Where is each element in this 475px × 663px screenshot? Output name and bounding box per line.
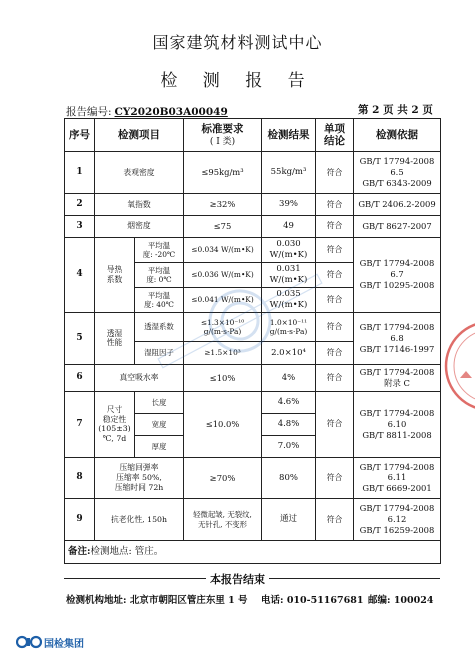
test-item: 压缩回弹率 压缩率 50%, 压缩时间 72h — [95, 457, 184, 499]
basis: GB/T 17794-2008 6.12 GB/T 16259-2008 — [354, 499, 441, 541]
test-item: 氧指数 — [95, 194, 184, 216]
report-number-label: 报告编号: — [66, 106, 112, 118]
watermark — [140, 266, 340, 376]
header-requirement: 标准要求 ( I 类) — [184, 119, 262, 152]
table-row — [65, 457, 441, 499]
report-number — [66, 104, 228, 119]
requirement: ≤0.036 W/(m•K) — [184, 262, 262, 287]
row-number: 4 — [65, 237, 95, 312]
basis: GB/T 17794-2008 附录 C — [354, 364, 441, 391]
brand-name: 国检集团 — [44, 639, 84, 650]
basis: GB/T 8627-2007 — [354, 215, 441, 237]
conclusion: 符合 — [316, 152, 354, 194]
sub-item: 透湿系数 — [135, 312, 184, 341]
test-item: 透湿 性能 — [95, 312, 135, 364]
note-row — [65, 540, 441, 563]
basis: GB/T 17794-2008 6.10 GB/T 8811-2008 — [354, 391, 441, 457]
row-number: 1 — [65, 152, 95, 194]
result: 0.030 W/(m•K) — [262, 237, 316, 262]
remarks-text: 检测地点: 管庄。 — [90, 546, 164, 558]
table-row — [65, 152, 441, 194]
row-number: 5 — [65, 312, 95, 364]
test-item: 表观密度 — [95, 152, 184, 194]
conclusion: 符合 — [316, 457, 354, 499]
conclusion: 符合 — [316, 215, 354, 237]
basis: GB/T 17794-2008 6.5 GB/T 6343-2009 — [354, 152, 441, 194]
table-header-row — [65, 119, 441, 152]
conclusion: 符合 — [316, 237, 354, 262]
result: 1.0×10⁻¹¹ g/(m·s·Pa) — [262, 312, 316, 341]
result: 2.0×10⁴ — [262, 341, 316, 364]
test-item: 烟密度 — [95, 215, 184, 237]
requirement: ≥70% — [184, 457, 262, 499]
requirement: ≤95kg/m³ — [184, 152, 262, 194]
requirement: ≤0.034 W/(m•K) — [184, 237, 262, 262]
basis: GB/T 17794-2008 6.8 GB/T 17146-1997 — [354, 312, 441, 364]
requirement: ≤75 — [184, 215, 262, 237]
table-row — [65, 237, 441, 262]
conclusion: 符合 — [316, 391, 354, 457]
requirement: ≤10% — [184, 364, 262, 391]
sub-item: 厚度 — [135, 435, 184, 457]
requirement: ≤0.041 W/(m•K) — [184, 287, 262, 312]
row-number: 2 — [65, 194, 95, 216]
conclusion: 符合 — [316, 312, 354, 341]
sub-item: 湿阻因子 — [135, 341, 184, 364]
conclusion: 符合 — [316, 194, 354, 216]
basis: GB/T 17794-2008 6.7 GB/T 10295-2008 — [354, 237, 441, 312]
header-conclusion: 单项 结论 — [316, 119, 354, 152]
test-item: 抗老化性, 150h — [95, 499, 184, 541]
table-row — [65, 215, 441, 237]
result: 80% — [262, 457, 316, 499]
basis: GB/T 2406.2-2009 — [354, 194, 441, 216]
table-row — [65, 391, 441, 413]
footer-telephone: 电话: 010-51167681 — [261, 595, 364, 606]
official-stamp — [440, 316, 475, 416]
result: 4.6% — [262, 391, 316, 413]
sub-item: 平均温 度: 40℃ — [135, 287, 184, 312]
sub-item: 平均温 度: -20℃ — [135, 237, 184, 262]
requirement: ≥1.5×10³ — [184, 341, 262, 364]
end-of-report: 本报告结束 — [0, 571, 475, 587]
conclusion: 符合 — [316, 341, 354, 364]
result: 39% — [262, 194, 316, 216]
footer-address: 检测机构地址: 北京市朝阳区管庄东里 1 号 — [66, 595, 248, 606]
remarks — [65, 540, 441, 563]
row-number: 7 — [65, 391, 95, 457]
header-item: 检测项目 — [95, 119, 184, 152]
ctc-logo-icon — [16, 635, 42, 649]
basis: GB/T 17794-2008 6.11 GB/T 6669-2001 — [354, 457, 441, 499]
table-row — [65, 194, 441, 216]
test-item: 导热 系数 — [95, 237, 135, 312]
result: 7.0% — [262, 435, 316, 457]
requirement: ≥32% — [184, 194, 262, 216]
result: 55kg/m³ — [262, 152, 316, 194]
test-item: 尺寸 稳定性 (105±3) ℃, 7d — [95, 391, 135, 457]
sub-item: 平均温 度: 0℃ — [135, 262, 184, 287]
organization-name: 国家建筑材料测试中心 — [152, 33, 323, 52]
conclusion: 符合 — [316, 287, 354, 312]
result: 4% — [262, 364, 316, 391]
sub-item: 长度 — [135, 391, 184, 413]
remarks-label: 备注: — [68, 546, 91, 558]
header-result: 检测结果 — [262, 119, 316, 152]
conclusion: 符合 — [316, 499, 354, 541]
result: 0.031 W/(m•K) — [262, 262, 316, 287]
row-number: 8 — [65, 457, 95, 499]
result: 0.035 W/(m•K) — [262, 287, 316, 312]
conclusion: 符合 — [316, 364, 354, 391]
page-number: 第 2 页 共 2 页 — [358, 104, 433, 116]
test-item: 真空吸水率 — [95, 364, 184, 391]
report-number-value: CY2020B03A00049 — [114, 106, 228, 118]
header-basis: 检测依据 — [354, 119, 441, 152]
result: 4.8% — [262, 413, 316, 435]
row-number: 6 — [65, 364, 95, 391]
conclusion: 符合 — [316, 262, 354, 287]
row-number: 3 — [65, 215, 95, 237]
result: 49 — [262, 215, 316, 237]
sub-item: 宽度 — [135, 413, 184, 435]
header-no: 序号 — [65, 119, 95, 152]
requirement: ≤1.3×10⁻¹⁰ g/(m·s·Pa) — [184, 312, 262, 341]
row-number: 9 — [65, 499, 95, 541]
requirement: ≤10.0% — [184, 391, 262, 457]
requirement: 轻微起皱, 无裂纹, 无针孔, 不变形 — [184, 499, 262, 541]
result: 通过 — [262, 499, 316, 541]
table-row — [65, 499, 441, 541]
footer-postcode: 邮编: 100024 — [368, 595, 434, 606]
report-title: 检 测 报 告 — [160, 71, 315, 91]
